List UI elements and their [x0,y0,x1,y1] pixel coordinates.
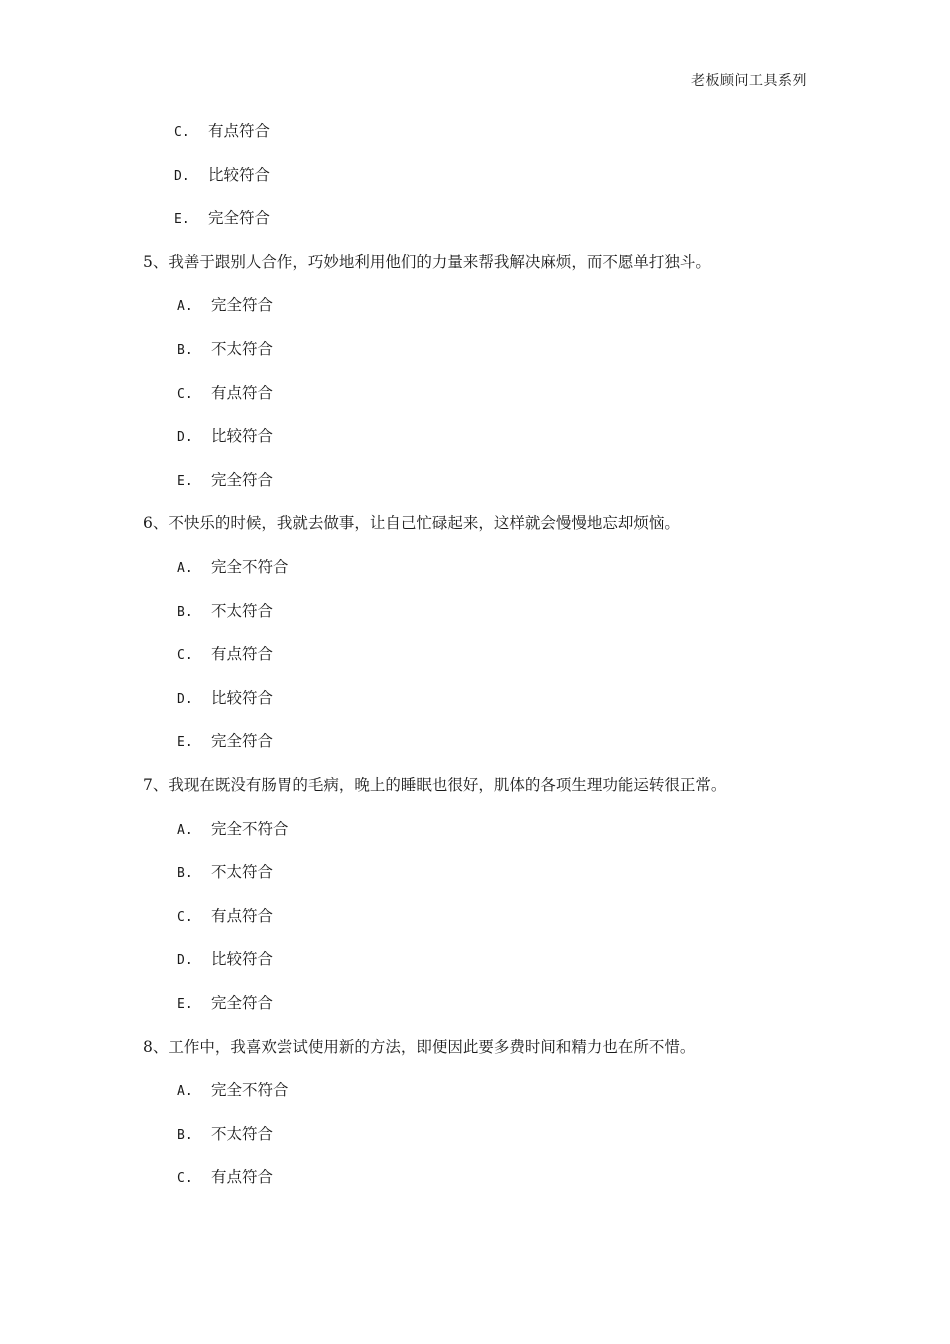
option-letter: D. [174,168,190,184]
answer-option [177,470,273,492]
answer-option [177,644,273,666]
answer-option [177,862,273,884]
answer-option [174,121,270,143]
option-text: 不太符合 [211,601,274,620]
option-text: 有点符合 [211,906,274,925]
option-letter: A. [177,822,193,838]
option-text: 比较符合 [208,165,271,184]
answer-option [177,1124,273,1146]
option-text: 比较符合 [211,688,274,707]
answer-option [177,601,273,623]
question-text: 8、工作中，我喜欢尝试使用新的方法，即便因此要多费时间和精力也在所不惜。 [143,1037,696,1056]
option-letter: D. [177,691,193,707]
option-letter: A. [177,1084,193,1100]
option-text: 完全不符合 [211,819,289,838]
answer-option [177,906,273,928]
option-letter: C. [177,909,193,925]
question-text: 5、我善于跟别人合作，巧妙地利用他们的力量来帮我解决麻烦，而不愿单打独斗。 [143,252,711,271]
option-letter: C. [177,1171,193,1187]
option-letter: D. [177,953,193,969]
answer-option [177,688,273,710]
option-letter: A. [177,561,193,576]
option-letter: E. [174,212,190,228]
answer-option [177,295,273,317]
answer-option [174,165,270,187]
option-text: 完全符合 [211,296,274,315]
answer-option [177,993,273,1015]
option-text: 比较符合 [211,950,274,969]
answer-option [177,1167,273,1189]
option-letter: B. [177,343,193,358]
answer-option [177,426,273,448]
answer-option [174,208,270,230]
answer-option [177,731,273,753]
option-text: 不太符合 [211,340,274,358]
option-letter: E. [177,735,193,751]
answer-option [177,557,289,579]
option-text: 有点符合 [211,645,274,664]
option-letter: A. [177,299,193,315]
option-text: 有点符合 [211,1168,274,1187]
option-text: 完全符合 [211,470,274,489]
answer-option [177,949,273,971]
option-letter: B. [177,866,193,882]
answer-option [177,819,289,841]
answer-option [177,383,273,405]
question-text: 7、我现在既没有肠胃的毛病，晚上的睡眠也很好，肌体的各项生理功能运转很正常。 [143,776,727,794]
answer-option [177,339,273,361]
option-text: 有点符合 [208,122,271,140]
option-letter: C. [174,125,190,140]
option-letter: C. [177,648,193,664]
option-letter: D. [177,430,193,446]
page-header-title: 老板顾问工具系列 [691,73,807,89]
option-text: 有点符合 [211,383,274,402]
option-letter: B. [177,1127,193,1143]
option-text: 比较符合 [211,427,274,446]
option-letter: C. [177,386,193,402]
answer-option [177,1080,289,1102]
option-text: 不太符合 [211,1124,274,1143]
option-letter: B. [177,604,193,620]
option-letter: E. [177,473,193,489]
option-text: 完全符合 [208,209,271,228]
option-text: 完全不符合 [211,1081,289,1100]
option-text: 完全符合 [211,994,274,1012]
option-letter: E. [177,997,193,1012]
option-text: 完全符合 [211,732,274,751]
option-text: 完全不符合 [211,558,289,576]
option-text: 不太符合 [211,863,274,882]
question-text: 6、不快乐的时候，我就去做事，让自己忙碌起来，这样就会慢慢地忘却烦恼。 [143,514,680,533]
